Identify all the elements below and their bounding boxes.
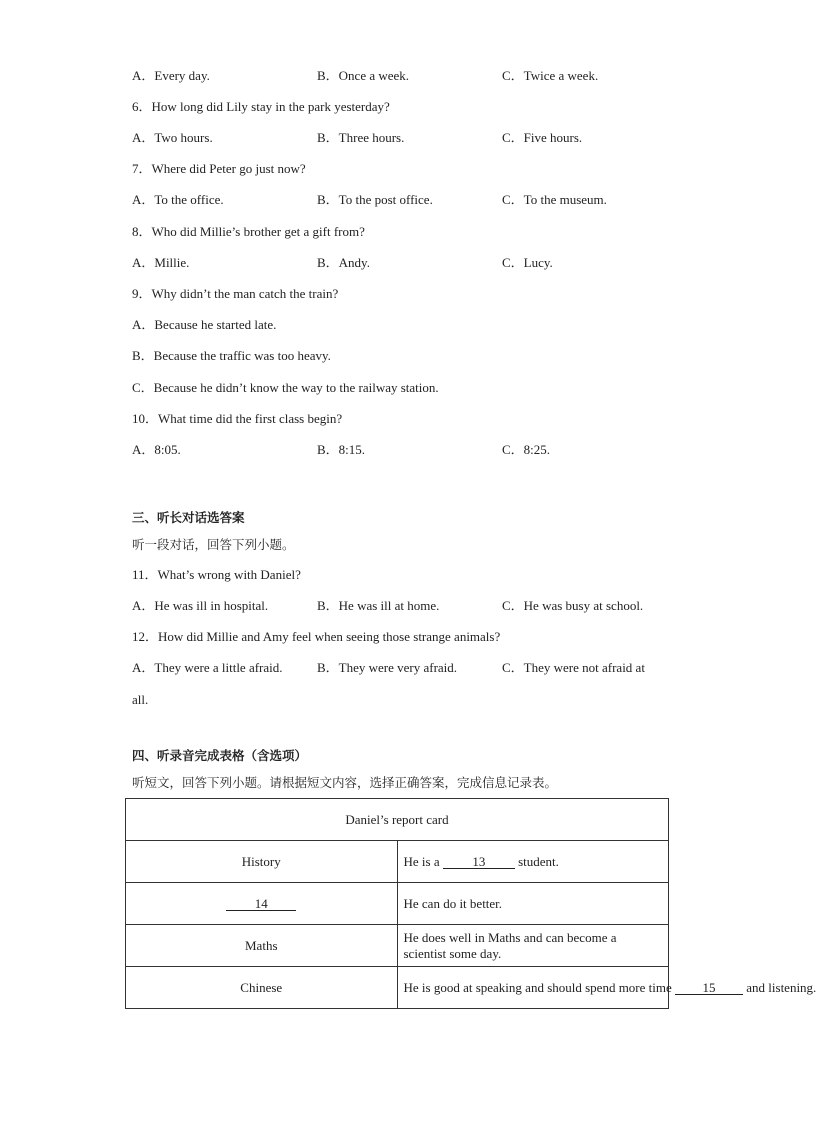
comment-cell — [397, 841, 669, 883]
q7-option-b: B．To the post office. — [317, 192, 433, 207]
comment-text: and listening. — [743, 979, 816, 995]
answer-blank-13: 13 — [443, 855, 515, 869]
answer-blank-14: 14 — [226, 897, 296, 911]
q11-option-b: B．He was ill at home. — [317, 598, 440, 613]
q6-option-b: B．Three hours. — [317, 130, 405, 145]
comment-text: student. — [514, 853, 559, 869]
q9-option-a: A．Because he started late. — [132, 317, 277, 332]
q7-option-c: C．To the museum. — [502, 192, 607, 207]
q5-option-b: B．Once a week. — [317, 68, 410, 83]
subject-cell: Chinese — [126, 967, 398, 1009]
q10-option-b: B．8:15. — [317, 442, 366, 457]
section-3-heading: 三、听长对话选答案 — [132, 510, 245, 525]
q12-option-c: C．They were not afraid at — [502, 660, 645, 675]
q12-option-a: A．They were a little afraid. — [132, 660, 283, 675]
table-title-row — [126, 799, 669, 841]
q12-option-b: B．They were very afraid. — [317, 660, 458, 675]
section-3-instruction: 听一段对话，回答下列小题。 — [132, 537, 295, 552]
q11-option-c: C．He was busy at school. — [502, 598, 644, 613]
subject-cell: Maths — [126, 925, 398, 967]
q9-question: 9．Why didn’t the man catch the train? — [132, 286, 339, 301]
q11-option-a: A．He was ill in hospital. — [132, 598, 269, 613]
q8-option-a: A．Millie. — [132, 255, 190, 270]
table-row — [126, 925, 669, 967]
comment-cell — [397, 967, 816, 1009]
q7-option-a: A．To the office. — [132, 192, 224, 207]
table-title: Daniel’s report card — [126, 799, 669, 841]
section-4-heading: 四、听录音完成表格（含选项） — [132, 748, 308, 763]
q12-question: 12．How did Millie and Amy feel when seeing those strange animals? — [132, 629, 501, 644]
answer-blank-15: 15 — [675, 981, 743, 995]
q6-option-a: A．Two hours. — [132, 130, 213, 145]
section-4-instruction: 听短文，回答下列小题。请根据短文内容，选择正确答案，完成信息记录表。 — [132, 775, 558, 790]
q8-option-b: B．Andy. — [317, 255, 370, 270]
q8-option-c: C．Lucy. — [502, 255, 553, 270]
subject-cell — [126, 883, 398, 925]
comment-text: He is a — [403, 853, 443, 869]
q5-option-c: C．Twice a week. — [502, 68, 599, 83]
q12-option-c-continuation: all. — [132, 692, 149, 707]
table-row — [126, 967, 669, 1009]
comment-text: He is good at speaking and should spend more time — [403, 979, 676, 995]
report-card-table — [125, 798, 816, 1009]
table-row — [126, 841, 669, 883]
table-row — [126, 883, 669, 925]
subject-cell: History — [126, 841, 398, 883]
q10-option-a: A．8:05. — [132, 442, 181, 457]
q7-question: 7．Where did Peter go just now? — [132, 161, 306, 176]
q10-option-c: C．8:25. — [502, 442, 551, 457]
q8-question: 8．Who did Millie’s brother get a gift from? — [132, 224, 365, 239]
q11-question: 11．What’s wrong with Daniel? — [132, 567, 301, 582]
q6-question: 6．How long did Lily stay in the park yesterday? — [132, 99, 390, 114]
q10-question: 10．What time did the first class begin? — [132, 411, 343, 426]
q9-option-c: C．Because he didn’t know the way to the railway station. — [132, 380, 439, 395]
q9-option-b: B．Because the traffic was too heavy. — [132, 348, 331, 363]
q5-option-a: A．Every day. — [132, 68, 210, 83]
q6-option-c: C．Five hours. — [502, 130, 583, 145]
comment-cell: He can do it better. — [397, 883, 669, 925]
comment-cell: He does well in Maths and can become a scientist some day. — [397, 925, 669, 967]
